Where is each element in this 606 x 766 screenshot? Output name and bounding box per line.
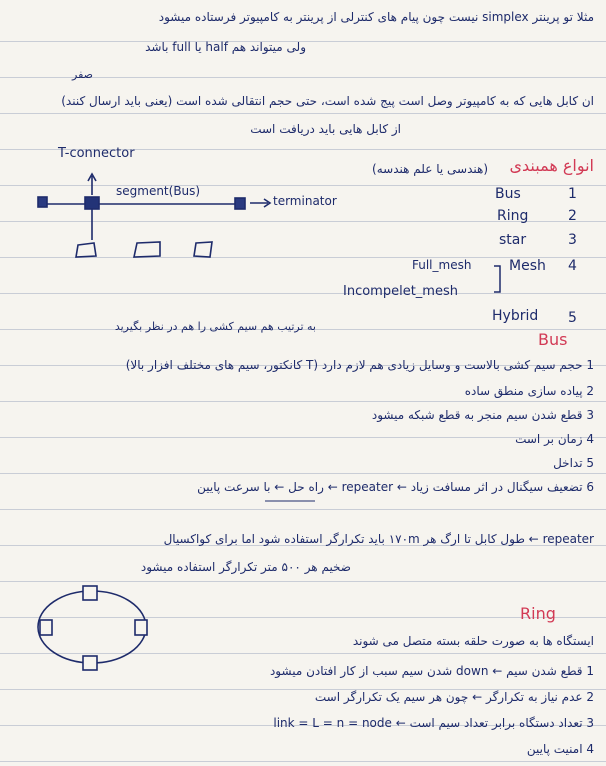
note-line-2: ولی میتواند هم half یا full باشد	[145, 40, 306, 54]
repeater-line-1: repeater ← طول کابل تا ارگ هر ۱۷۰m باید تکرارگر استفاده شود اما برای کواکسیال	[163, 532, 594, 546]
t-connector-label: T-connector	[58, 146, 135, 161]
ring-item-3: 3 تعداد دستگاه برابر تعداد سیم است ← link = L = n = node	[273, 716, 594, 730]
topology-mesh: Mesh	[509, 258, 546, 274]
ring-node-right	[135, 620, 147, 635]
ring-topology-diagram	[38, 586, 147, 670]
bus-item-3: 3 قطع شدن سیم منجر به قطع شبکه میشود	[371, 408, 594, 422]
topology-hybrid-num: 5	[568, 310, 577, 326]
ring-heading: Ring	[520, 604, 556, 623]
computer-sketch-2	[134, 242, 160, 257]
ring-loop	[38, 591, 146, 663]
bus-item-2: 2 پیاده سازی منطق ساده	[464, 384, 594, 398]
note-line-1: مثلا تو پرینتر simplex نیست چون پیام های کنترلی از پرینتر به کامپیوتر فرستاده میشود	[158, 10, 594, 24]
note-line-3: ان کابل هایی که به کامپیوتر وصل است پیج شده است، حتی حجم انتقالی شده است (یعنی باید ارسال کنند)	[61, 94, 594, 108]
bus-heading: Bus	[538, 330, 568, 349]
topology-star-num: 3	[568, 232, 577, 248]
ring-node-bottom	[83, 656, 97, 670]
bus-item-1: 1 حجم سیم کشی بالاست و وسایل زیادی هم لازم دارد (T کانکتور، سیم های مختلف افزار بالا)	[125, 358, 594, 372]
terminator-label: terminator	[273, 194, 337, 208]
topology-ring: Ring	[497, 208, 529, 224]
bus-item-6: 6 تضعیف سیگنال در اثر مسافت زیاد ← repeater ← راه حل ← با سرعت پایین	[197, 480, 594, 494]
topology-mesh-num: 4	[568, 258, 577, 274]
ring-item-2: 2 عدم نیاز به تکرارگر ← چون هر سیم یک تکرارگر است	[314, 690, 594, 704]
ring-node-left	[40, 620, 52, 635]
left-terminator-box	[38, 197, 47, 207]
bus-item-5: 5 تداخل	[553, 456, 594, 470]
topology-subheading: (هندسی یا علم هندسه)	[372, 162, 488, 176]
ring-intro: ایستگاه ها به صورت حلقه بسته متصل می شوند	[352, 634, 594, 648]
full-mesh-label: Full_mesh	[412, 258, 472, 272]
note-line-4: از کابل هایی باید دریافت است	[250, 122, 401, 136]
word-sefr: صفر	[72, 68, 93, 81]
ring-node-top	[83, 586, 97, 600]
topology-hybrid: Hybrid	[492, 308, 539, 324]
computer-sketch-3	[194, 242, 212, 257]
computer-sketch-1	[76, 243, 96, 257]
mesh-bracket	[494, 266, 500, 292]
segment-label: segment(Bus)	[116, 184, 201, 198]
bus-item-4: 4 زمان بر است	[515, 432, 594, 446]
ring-item-1: 1 قطع شدن سیم ← down شدن سیم سبب از کار افتادن میشود	[269, 664, 594, 678]
repeater-line-2: ضخیم هر ۵۰۰ متر تکرارگر استفاده میشود	[140, 560, 351, 574]
bus-note: به ترتیب هم سیم کشی را هم در نظر بگیرید	[114, 320, 316, 333]
topology-heading: انواع همبندی	[509, 156, 594, 175]
ring-item-4: 4 امنیت پایین	[526, 742, 594, 756]
topology-ring-num: 2	[568, 208, 577, 224]
topology-bus: Bus	[495, 186, 521, 202]
topology-star: star	[499, 232, 527, 248]
t-connector-box	[85, 197, 99, 209]
incomplete-mesh-label: Incompelet_mesh	[343, 284, 458, 299]
right-terminator-box	[235, 198, 245, 209]
topology-bus-num: 1	[568, 186, 577, 202]
